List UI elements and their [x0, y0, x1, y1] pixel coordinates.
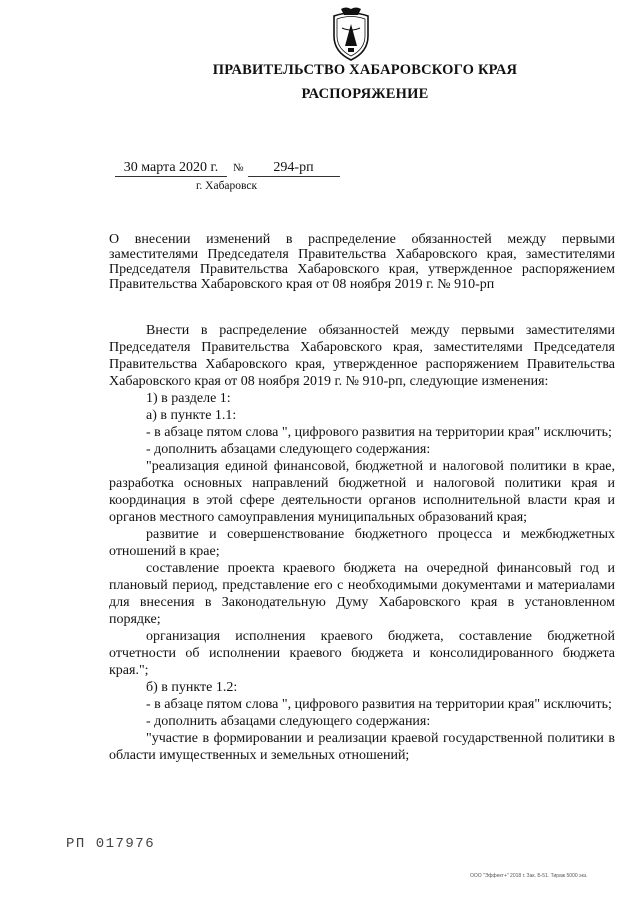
document-date: 30 марта 2020 г. [115, 160, 227, 177]
paragraph: 1) в разделе 1: [146, 391, 231, 406]
paragraph: б) в пункте 1.2: [146, 680, 238, 695]
number-sign: № [233, 162, 244, 174]
paragraph: - дополнить абзацами следующего содержания: [146, 714, 431, 729]
paragraph: - в абзаце пятом слова ", цифрового развития на территории края" исключить; [146, 697, 612, 712]
paragraph: а) в пункте 1.1: [146, 408, 237, 423]
city: г. Хабаровск [196, 180, 258, 192]
paragraph: "реализация единой финансовой, бюджетной и налоговой политики в крае, разработка основных направлений бюджетной и налоговой политики края и координация в этой сфере деятельности органов исполнительной власти края и органов местного самоуправления муниципальных образований края; [109, 459, 615, 525]
document-body [109, 322, 615, 764]
document-number: 294-рп [248, 160, 340, 177]
paragraph: организация исполнения краевого бюджета, составление бюджетной отчетности об исполнении краевого бюджета и консолидированного бюджета края."; [109, 629, 615, 678]
paragraph: - в абзаце пятом слова ", цифрового развития на территории края" исключить; [146, 425, 612, 440]
coat-of-arms-icon [328, 6, 374, 62]
document-type: РАСПОРЯЖЕНИЕ [301, 86, 429, 102]
print-info: ООО "Эффект+" 2018 г. Зак. Б-51. Тираж 5000 экз. [470, 873, 588, 879]
paragraph: "участие в формировании и реализации краевой государственной политики в области имущественных и земельных отношений; [109, 731, 615, 763]
paragraph: - дополнить абзацами следующего содержания: [146, 442, 431, 457]
document-subject: О внесении изменений в распределение обязанностей между первыми заместителями Председателя Правительства Хабаровского края, заместителями Председателя Правительства Хабаровского края, утвержденное распоряжением Правительства Хабаровского края от 08 ноября 2019 г. № 910-рп [109, 232, 615, 292]
paragraph: составление проекта краевого бюджета на очередной финансовый год и плановый период, представление его с необходимыми документами и материалами для внесения в Законодательную Думу Хабаровского края в установленном порядке; [109, 561, 615, 627]
date-number-line [115, 160, 340, 177]
form-serial-number: РП 017976 [66, 836, 156, 852]
organization-title: ПРАВИТЕЛЬСТВО ХАБАРОВСКОГО КРАЯ [212, 62, 518, 78]
paragraph: развитие и совершенствование бюджетного процесса и межбюджетных отношений в крае; [109, 527, 615, 559]
paragraph: Внести в распределение обязанностей между первыми заместителями Председателя Правительства Хабаровского края, заместителями Председателя Правительства Хабаровского края, утвержденное распоряжением Правительства Хабаровского края от 08 ноября 2019 г. № 910-рп, следующие изменения: [109, 323, 615, 389]
